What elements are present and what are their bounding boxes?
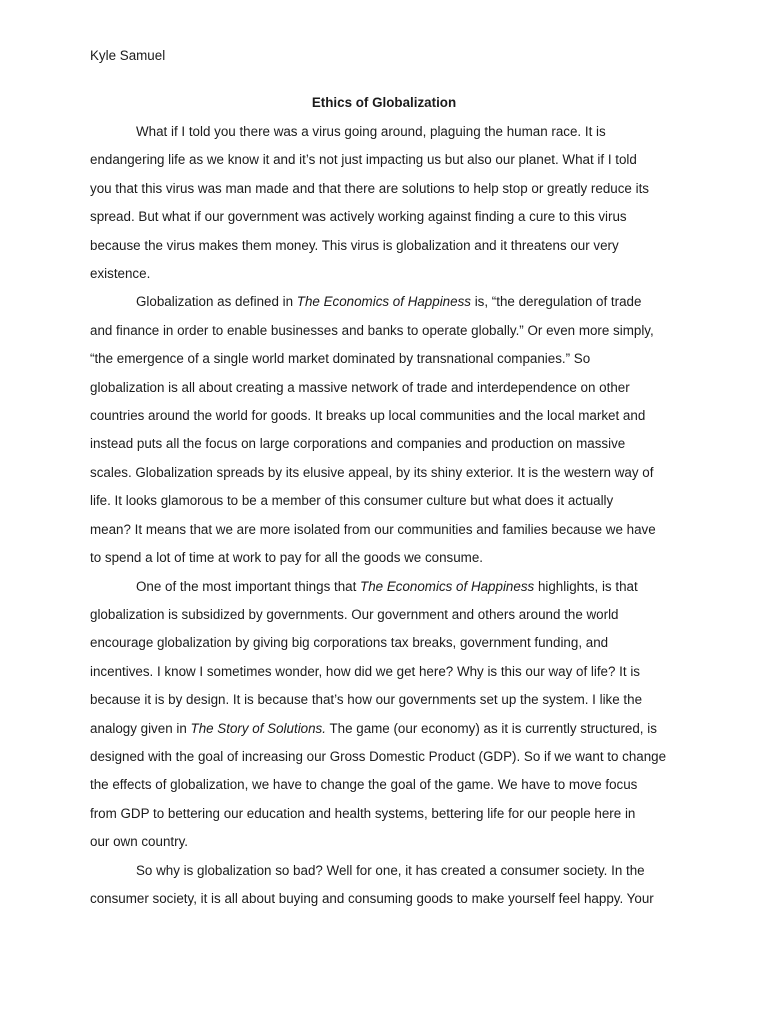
line-text: mean? It means that we are more isolated from our communities and families because we have — [90, 521, 656, 537]
line-text: and finance in order to enable businesses and banks to operate globally.” Or even more simply, — [90, 322, 654, 338]
paragraph-line — [90, 232, 690, 260]
line-text: globalization is all about creating a massive network of trade and interdependence on other — [90, 379, 630, 395]
paragraph-line — [90, 800, 690, 828]
paragraph-line — [90, 686, 690, 714]
line-text: Globalization as defined in — [136, 294, 297, 310]
paragraph-line — [90, 629, 690, 657]
paragraph-line — [90, 203, 690, 231]
paragraph-line — [90, 601, 690, 629]
line-text: because it is by design. It is because that’s how our governments set up the system. I like the — [90, 692, 643, 708]
paragraph-line — [90, 175, 690, 203]
body-paragraph — [90, 118, 690, 288]
paragraph-line — [90, 828, 690, 856]
paragraph-line — [90, 857, 690, 885]
body-paragraph — [90, 857, 690, 914]
document-title: Ethics of Globalization — [311, 95, 457, 110]
line-text: spread. But what if our government was actively working against finding a cure to this virus — [90, 209, 627, 225]
paragraph-line — [90, 743, 690, 771]
line-text: our own country. — [90, 834, 188, 850]
line-text: from GDP to bettering our education and health systems, bettering life for our people here in — [90, 805, 636, 821]
paragraph-line — [90, 260, 690, 288]
paragraph-line — [90, 459, 690, 487]
line-text: scales. Globalization spreads by its elusive appeal, by its shiny exterior. It is the western way of — [90, 464, 654, 480]
paragraph-line — [90, 885, 690, 913]
line-text: analogy given in — [90, 720, 191, 736]
line-text: to spend a lot of time at work to pay for all the goods we consume. — [90, 550, 484, 566]
line-text: is, “the deregulation of trade — [470, 294, 642, 310]
line-text: One of the most important things that — [136, 578, 361, 594]
line-text: “the emergence of a single world market dominated by transnational companies.” So — [90, 351, 591, 367]
author-name: Kyle Samuel — [90, 48, 166, 63]
paragraph-line — [90, 402, 690, 430]
line-text: you that this virus was man made and that there are solutions to help stop or greatly reduce its — [90, 180, 649, 196]
line-text: consumer society, it is all about buying and consuming goods to make yourself feel happy. Your — [90, 890, 654, 906]
paragraph-line — [90, 516, 690, 544]
line-text: life. It looks glamorous to be a member of this consumer culture but what does it actually — [90, 493, 614, 509]
paragraph-line — [90, 317, 690, 345]
line-text: incentives. I know I sometimes wonder, how did we get here? Why is this our way of life? It is — [90, 663, 641, 679]
line-text: designed with the goal of increasing our Gross Domestic Product (GDP). So if we want to change — [90, 748, 667, 764]
body-paragraph — [90, 573, 690, 857]
paragraph-line — [90, 345, 690, 373]
document-body — [90, 118, 690, 913]
line-text: What if I told you there was a virus going around, plaguing the human race. It is — [136, 124, 606, 139]
italic-title-text: The Economics of Happiness — [360, 578, 535, 594]
paragraph-line — [90, 118, 690, 146]
italic-title-text: The Story of Solutions. — [190, 720, 326, 736]
line-text: encourage globalization by giving big corporations tax breaks, government funding, and — [90, 635, 609, 651]
paragraph-line — [90, 288, 690, 316]
italic-title-text: The Economics of Happiness — [296, 294, 471, 310]
paragraph-line — [90, 374, 690, 402]
paragraph-line — [90, 430, 690, 458]
line-text: existence. — [90, 266, 151, 282]
line-text: So why is globalization so bad? Well for one, it has created a consumer society. In the — [136, 862, 645, 878]
line-text: The game (our economy) as it is currently structured, is — [325, 720, 657, 736]
paragraph-line — [90, 771, 690, 799]
line-text: globalization is subsidized by governments. Our government and others around the world — [90, 606, 619, 622]
line-text: highlights, is that — [534, 578, 638, 594]
body-paragraph — [90, 288, 690, 572]
paragraph-line — [90, 487, 690, 515]
paragraph-line — [90, 573, 690, 601]
paragraph-line — [90, 715, 690, 743]
line-text: countries around the world for goods. It breaks up local communities and the local market and — [90, 408, 646, 424]
paragraph-line — [90, 146, 690, 174]
line-text: because the virus makes them money. This virus is globalization and it threatens our very — [90, 237, 619, 253]
line-text: instead puts all the focus on large corporations and companies and production on massive — [90, 436, 626, 452]
paragraph-line — [90, 544, 690, 572]
line-text: the effects of globalization, we have to change the goal of the game. We have to move focus — [90, 777, 638, 793]
paragraph-line — [90, 658, 690, 686]
line-text: endangering life as we know it and it’s not just impacting us but also our planet. What if I told — [90, 152, 637, 168]
